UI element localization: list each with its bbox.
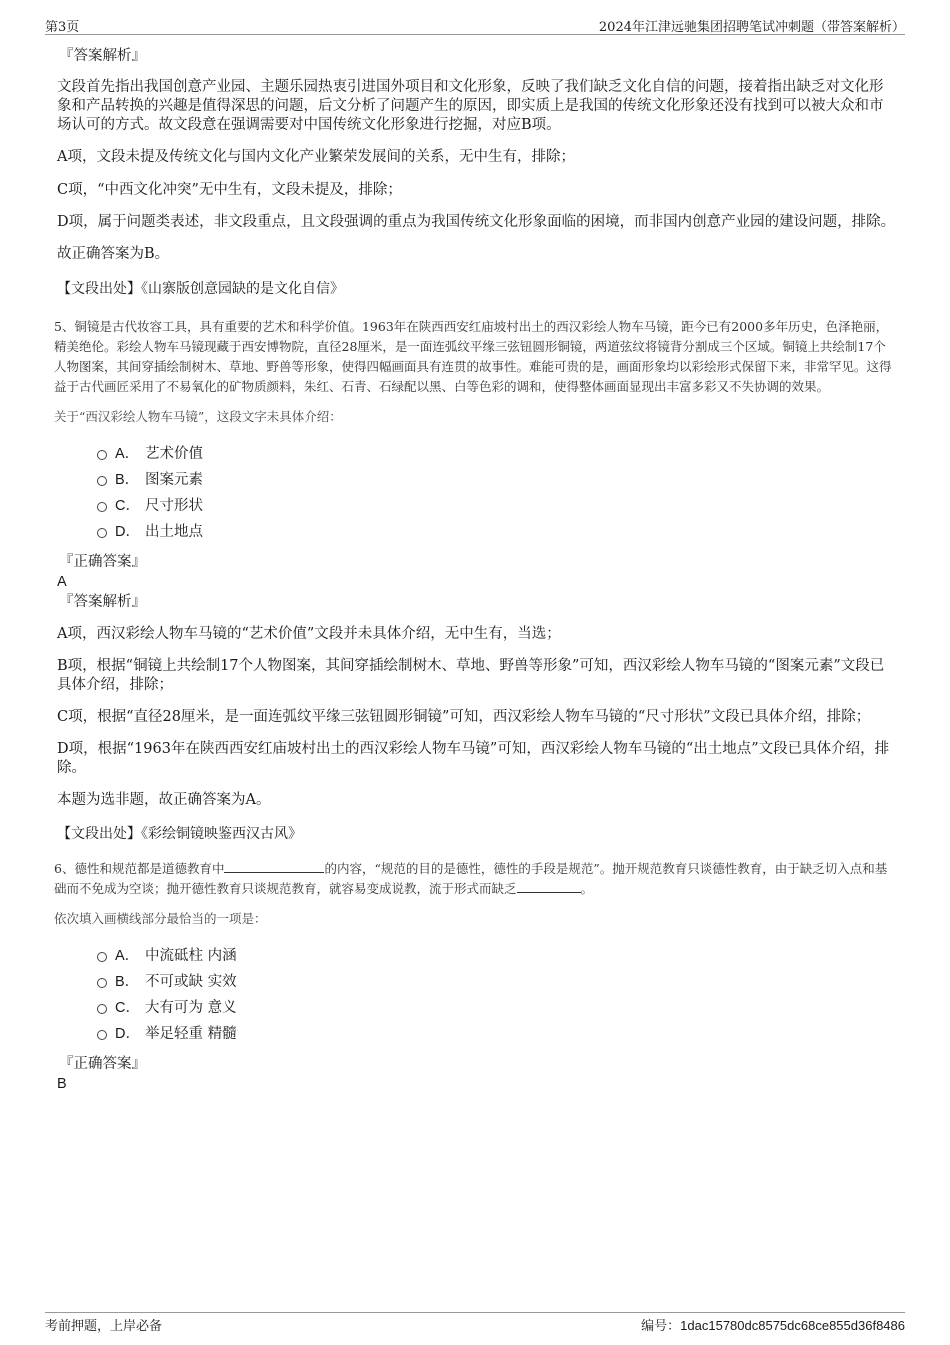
radio-icon[interactable] [97,528,107,538]
q6-correct-answer: B [57,1076,67,1092]
fill-blank-2 [517,879,581,893]
q6-stem: 依次填入画横线部分最恰当的一项是： [54,911,267,926]
q4-analysis-text: 文段首先指出我国创意产业园、主题乐园热衷引进国外项目和文化形象，反映了我们缺乏文化自信的问题，接着指出缺乏对文化形象和产品转换的兴趣是值得深思的问题，后文分析了问题产生的原因，即实质上是我国的传统文化形象还没有找到可以被大众和市场认可的方式。故文段意在强调需要对中国传统文化形象进行挖掘，对应B项。 [57,79,884,133]
q5-option-c[interactable]: C． 尺寸形状 [57,493,897,519]
q5-option-a[interactable]: A． 艺术价值 [57,441,897,467]
q5-option-b[interactable]: B． 图案元素 [57,467,897,493]
q5-question-text: 5、铜镜是古代妆容工具，具有重要的艺术和科学价值。1963年在陕西西安红庙坡村出土的西汉彩绘人物车马镜，距今已有2000多年历史，色泽艳丽，精美绝伦。彩绘人物车马镜现藏于西安博物院，直径28厘米，是一面连弧纹平缘三弦钮圆形铜镜，两道弦纹将镜背分割成三个区域。铜镜上共绘制17个人物图案，其间穿插绘制树木、草地、野兽等形象，使得四幅画面具有连贯的故事性。难能可贵的是，画面形象均以彩绘形式保留下来，非常罕见。这得益于古代画匠采用了不易氧化的矿物质颜料，朱红、石青、石绿配以黑、白等色彩的调和，使得整体画面显现出丰富多彩又不失协调的效果。 [54,319,892,394]
q5-option-d[interactable]: D． 出土地点 [57,519,897,545]
radio-icon[interactable] [97,1004,107,1014]
radio-icon[interactable] [97,978,107,988]
radio-icon[interactable] [97,450,107,460]
page-header [45,14,905,35]
q4-option-d-note: D项，属于问题类表述，非文段重点，且文段强调的重点为我国传统文化形象面临的困境，而非国内创意产业园的建设问题，排除。 [57,214,896,230]
q5-option-b-note: B项，根据“铜镜上共绘制17个人物图案，其间穿插绘制树木、草地、野兽等形象”可知，西汉彩绘人物车马镜的“图案元素”文段已具体介绍，排除； [57,658,885,693]
radio-icon[interactable] [97,476,107,486]
q5-source: 【文段出处】《彩绘铜镜映鉴西汉古风》 [57,826,302,842]
q5-correct-answer: A [57,574,67,590]
radio-icon[interactable] [97,502,107,512]
q4-option-c-note: C项，“中西文化冲突”无中生有，文段未提及，排除； [57,182,402,198]
q5-option-a-note: A项，西汉彩绘人物车马镜的“艺术价值”文段并未具体介绍，无中生有，当选； [57,626,561,642]
radio-icon[interactable] [97,952,107,962]
q5-conclusion: 本题为选非题，故正确答案为A。 [57,792,271,808]
q6-option-c[interactable]: C． 大有可为 意义 [57,995,897,1021]
q6-option-d[interactable]: D． 举足轻重 精髓 [57,1021,897,1047]
q6-correct-title: 『正确答案』 [59,1056,146,1072]
q5-option-c-note: C项，根据“直径28厘米，是一面连弧纹平缘三弦钮圆形铜镜”可知，西汉彩绘人物车马镜的“尺寸形状”文段已具体介绍，排除； [57,709,871,725]
footer-slogan: 考前押题，上岸必备 [45,1319,163,1334]
q6-option-a[interactable]: A． 中流砥柱 内涵 [57,943,897,969]
q4-analysis-title: 『答案解析』 [59,48,146,64]
q6-options [57,943,897,1047]
document-id: 编号：1dac15780dc8575dc68ce855d36f8486 [641,1318,905,1333]
q5-options [57,441,897,545]
page-footer [45,1312,905,1337]
radio-icon[interactable] [97,1030,107,1040]
page-content [54,46,897,1094]
fill-blank-1 [224,859,324,873]
q5-option-d-note: D项，根据“1963年在陕西西安红庙坡村出土的西汉彩绘人物车马镜”可知，西汉彩绘人物车马镜的“出土地点”文段已具体介绍，排除。 [57,741,890,776]
q6-question-text: 6、德性和规范都是道德教育中 的内容，“规范的目的是德性，德性的手段是规范”。抛开规范教育只谈德性教育，由于缺乏切入点和基础而不免成为空谈；抛开德性教育只谈规范教育，就容易变成说教，流于形式而缺乏 。 [54,861,888,896]
q5-analysis-title: 『答案解析』 [59,594,146,610]
q5-correct-title: 『正确答案』 [59,554,146,570]
q4-source: 【文段出处】《山寨版创意园缺的是文化自信》 [57,281,344,297]
q6-option-b[interactable]: B． 不可或缺 实效 [57,969,897,995]
q4-conclusion: 故正确答案为B。 [57,246,170,262]
q4-option-a-note: A项，文段未提及传统文化与国内文化产业繁荣发展间的关系，无中生有，排除； [57,149,575,165]
document-title: 2024年江津远驰集团招聘笔试冲刺题（带答案解析） [598,20,905,35]
page-number: 第3页 [45,20,80,35]
q5-stem: 关于“西汉彩绘人物车马镜”，这段文字未具体介绍： [54,409,342,424]
